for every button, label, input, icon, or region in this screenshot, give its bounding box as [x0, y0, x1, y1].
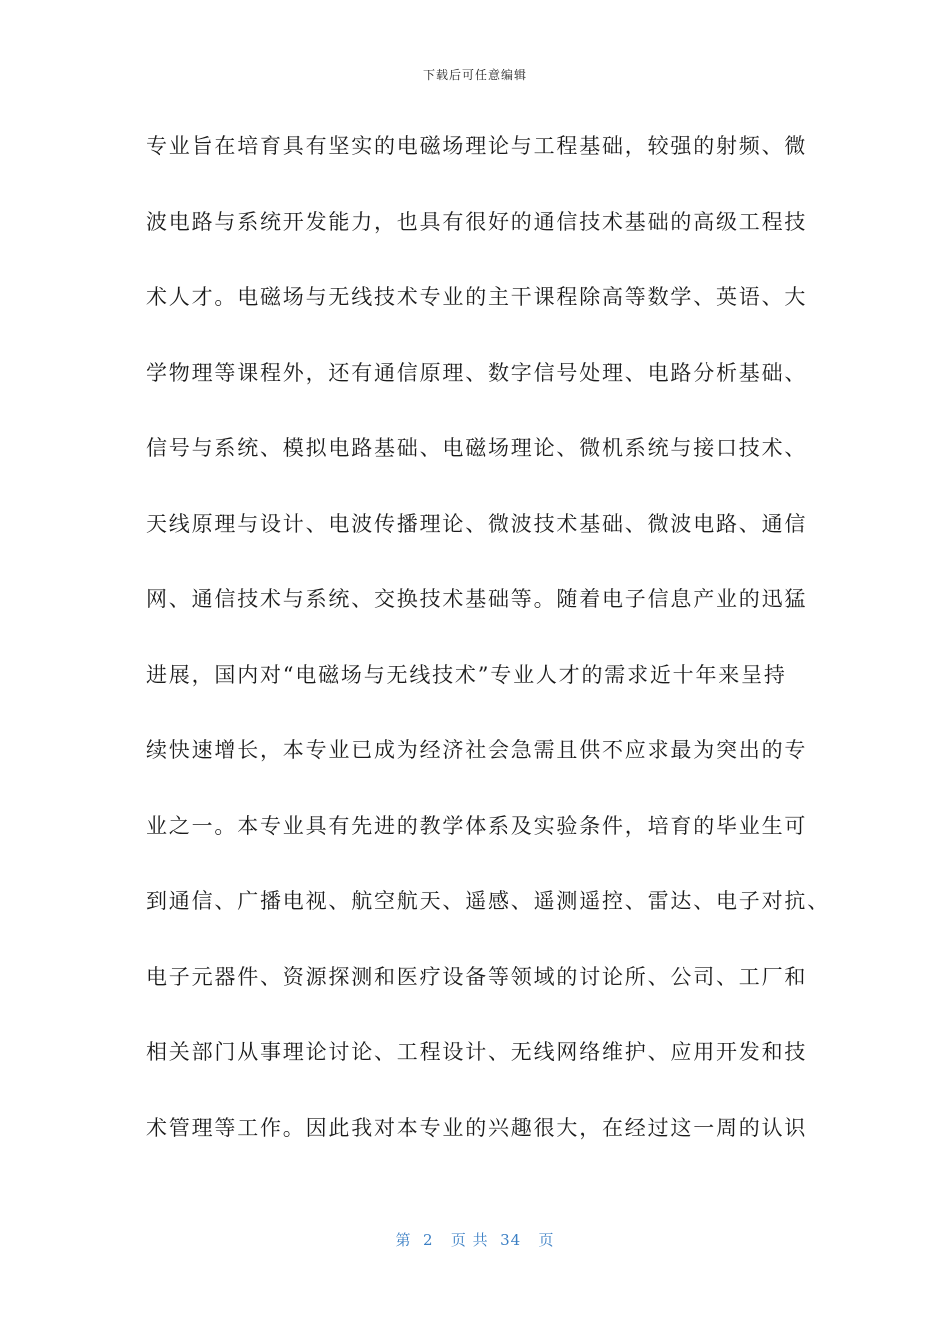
page-header: 下载后可任意编辑	[422, 68, 527, 82]
text-line: 专业旨在培育具有坚实的电磁场理论与工程基础，较强的射频、微	[146, 134, 808, 158]
text-line: 相关部门从事理论讨论、工程设计、无线网络维护、应用开发和技	[146, 1040, 808, 1064]
page-footer: 第 2 页 共 34 页	[395, 1231, 555, 1249]
text-line: 术管理等工作。因此我对本专业的兴趣很大，在经过这一周的认识	[146, 1115, 808, 1140]
text-line: 术人才。电磁场与无线技术专业的主干课程除高等数学、英语、大	[146, 285, 808, 309]
text-line: 续快速增长，本专业已成为经济社会急需且供不应求最为突出的专	[146, 738, 808, 762]
text-line: 信号与系统、模拟电路基础、电磁场理论、微机系统与接口技术、	[146, 436, 808, 460]
text-line: 波电路与系统开发能力，也具有很好的通信技术基础的高级工程技	[146, 209, 808, 234]
text-line: 电子元器件、资源探测和医疗设备等领域的讨论所、公司、工厂和	[146, 964, 808, 989]
body-paragraph	[146, 125, 830, 1182]
text-line: 网、通信技术与系统、交换技术基础等。随着电子信息产业的迅猛	[146, 587, 808, 611]
text-line: 进展，国内对“电磁场与无线技术”专业人才的需求近十年来呈持	[146, 662, 787, 687]
text-line: 业之一。本专业具有先进的教学体系及实验条件，培育的毕业生可	[146, 813, 808, 838]
text-line: 天线原理与设计、电波传播理论、微波技术基础、微波电路、通信	[146, 511, 808, 536]
text-line: 学物理等课程外，还有通信原理、数字信号处理、电路分析基础、	[146, 360, 808, 385]
text-line: 到通信、广播电视、航空航天、遥感、遥测遥控、雷达、电子对抗、	[146, 889, 830, 913]
